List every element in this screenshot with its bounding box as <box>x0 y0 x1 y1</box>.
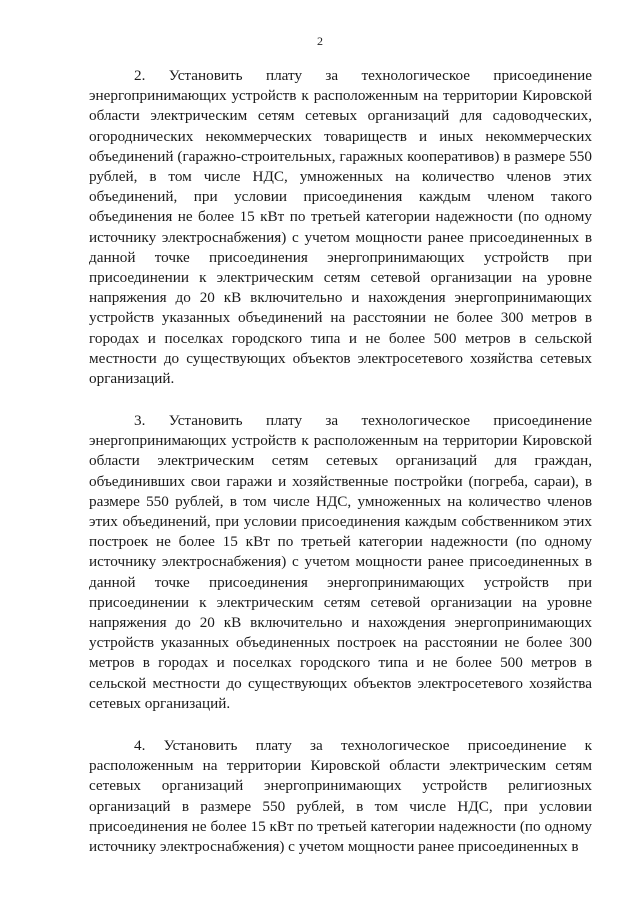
paragraph-item-3: 3. Установить плату за технологическое присоединение энергопринимающих устройств к расположенным на территории Кировской области электрическим сетям сетевых организаций для граждан, объединивших свои гаражи и хозяйственные постройки (погреба, сараи), в размере 550 рублей, в том числе НДС, умноженных на количество членов этих объединений, при условии присоединения каждым собственником этих построек не более 15 кВт по третьей категории надежности (по одному источнику электроснабжения) с учетом мощности ранее присоединенных в данной точке присоединения энергопринимающих устройств при присоединении к электрическим сетям сетевой организации на уровне напряжения до 20 кВ включительно и нахождения энергопринимающих устройств указанных объединенных построек на расстоянии не более 300 метров в городах и поселках городского типа и не более 500 метров в сельской местности до существующих объектов электросетевого хозяйства сетевых организаций. <box>89 412 592 712</box>
paragraph-item-4: 4. Установить плату за технологическое присоединение к расположенным на территории Кировской области электрическим сетям сетевых организаций энергопринимающих устройств религиозных организаций в размере 550 рублей, в том числе НДС, при условии присоединения не более 15 кВт по третьей категории надежности (по одному источнику электроснабжения) с учетом мощности ранее присоединенных в <box>89 737 592 856</box>
paragraph-item-2: 2. Установить плату за технологическое присоединение энергопринимающих устройств к расположенным на территории Кировской области электрическим сетям сетевых организаций для садоводческих, огороднических некоммерческих товариществ и иных некоммерческих объединений (гаражно-строительных, гаражных кооперативов) в размере 550 рублей, в том числе НДС, умноженных на количество членов этих объединений, при условии присоединения каждым членом такого объединения не более 15 кВт по третьей категории надежности (по одному источнику электроснабжения) с учетом мощности ранее присоединенных в данной точке присоединения энергопринимающих устройств при присоединении к электрическим сетям сетевой организации на уровне напряжения до 20 кВ включительно и нахождения энергопринимающих устройств указанных объединений на расстоянии не более 300 метров в городах и поселках городского типа и не более 500 метров в сельской местности до существующих объектов электросетевого хозяйства сетевых организаций. <box>89 67 592 388</box>
page-number: 2 <box>317 34 323 48</box>
